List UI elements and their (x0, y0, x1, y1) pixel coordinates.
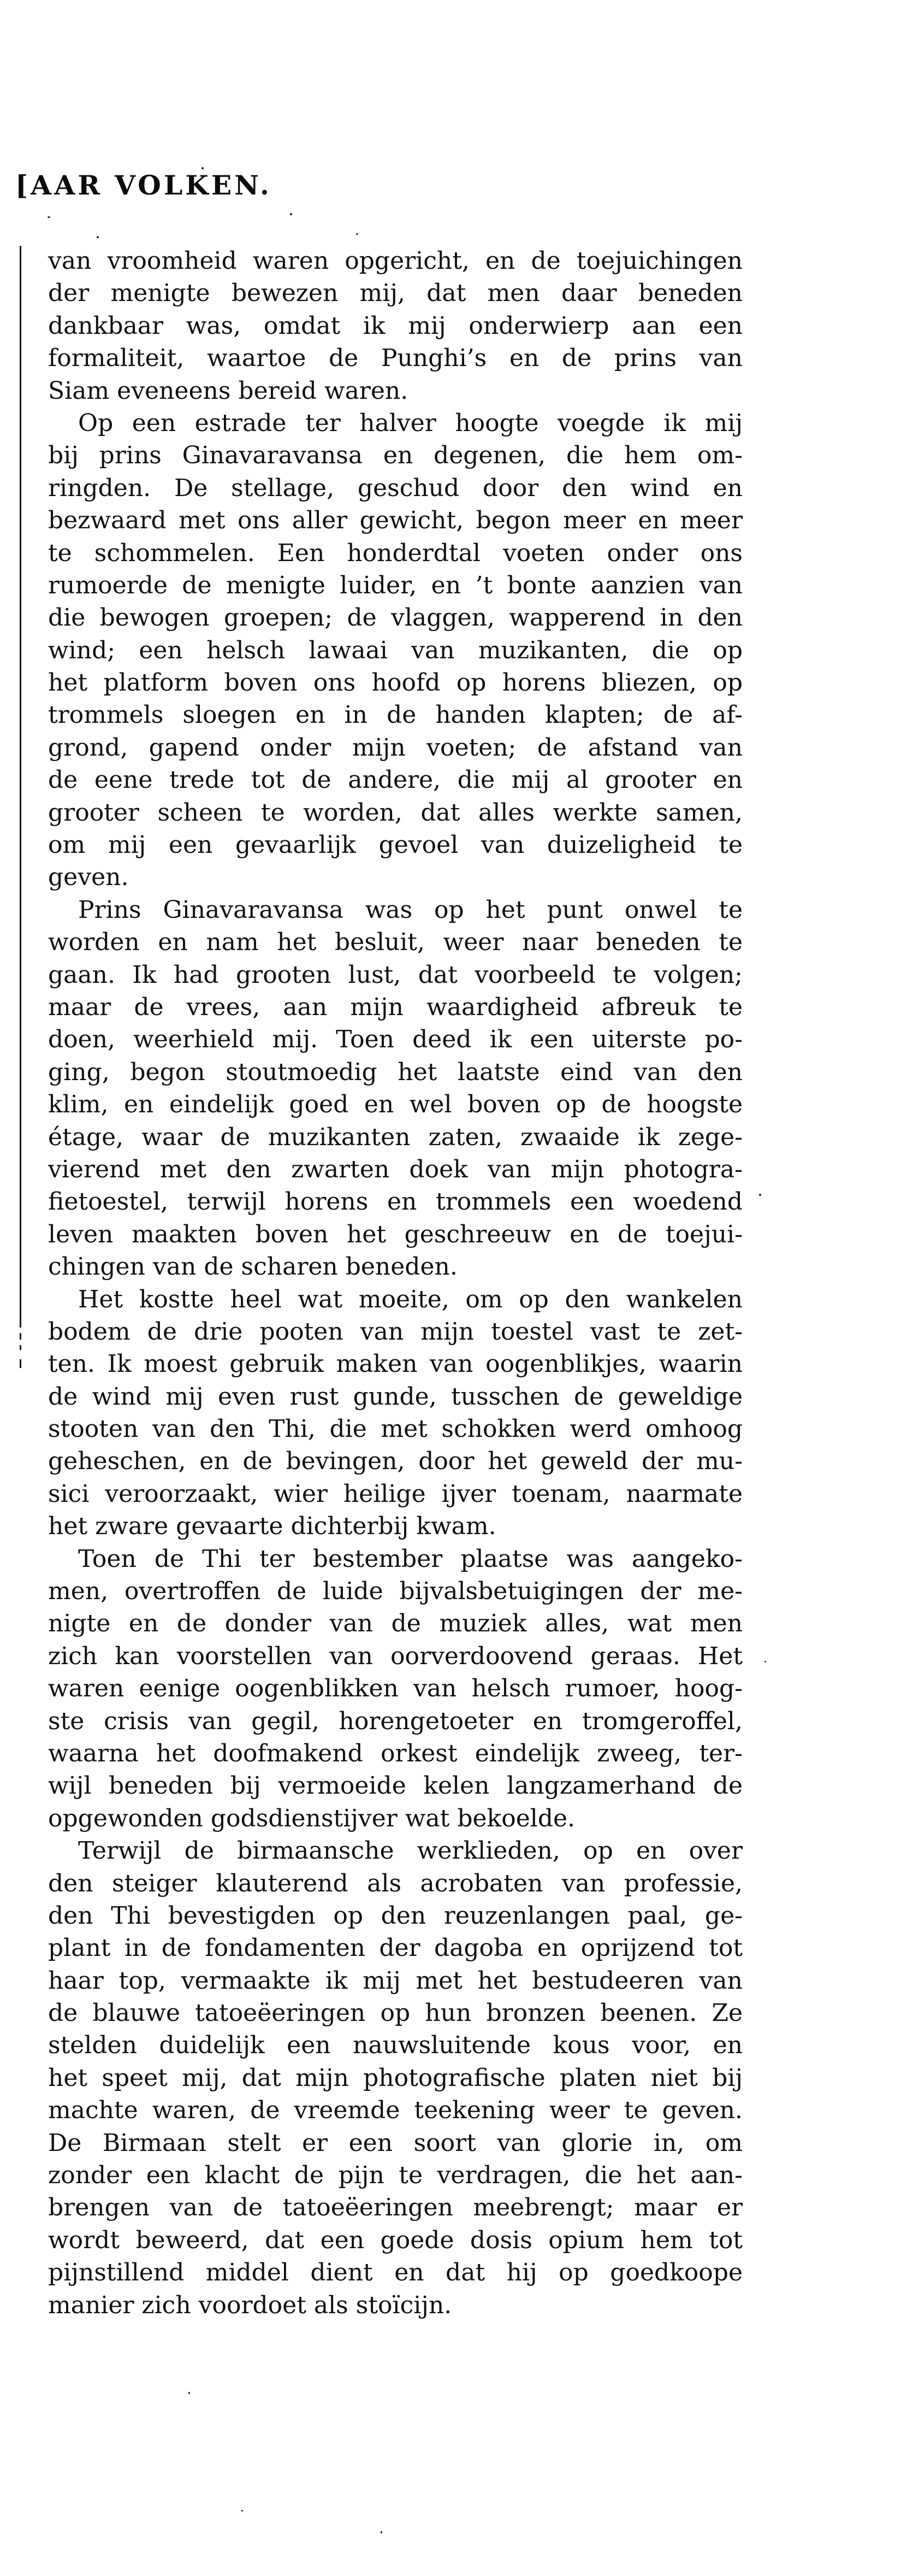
text-line: bij prins Ginavaravansa en degenen, die hem om- (48, 441, 743, 470)
text-line: vierend met den zwarten doek van mijn photogra- (48, 1155, 743, 1183)
text-line: manier zich voordoet als stoïcijn. (48, 2291, 452, 2319)
scan-speck (356, 233, 358, 235)
text-line: de blauwe tatoeëeringen op hun bronzen beenen. Ze (48, 1999, 743, 2027)
text-line: dankbaar was, omdat ik mij onderwierp aan een (48, 311, 743, 340)
left-margin-rule (20, 246, 21, 1328)
text-line: pijnstillend middel dient en dat hij op goedkoope (48, 2259, 743, 2287)
text-line: geven. (48, 863, 129, 892)
text-line: zich kan voorstellen van oorverdoovend geraas. Het (48, 1642, 743, 1670)
text-line: ging, begon stoutmoedig het laatste eind van den (48, 1058, 743, 1086)
text-line: Siam eveneens bereid waren. (48, 376, 408, 405)
text-line: het platform boven ons hoofd op horens bliezen, op (48, 669, 743, 697)
text-line: wind; een helsch lawaai van muzikanten, die op (48, 636, 743, 664)
text-line: Prins Ginavaravansa was op het punt onwel te (78, 895, 743, 924)
text-line: worden en nam het besluit, weer naar beneden te (48, 928, 743, 957)
text-line: die bewogen groepen; de vlaggen, wapperend in den (48, 604, 743, 632)
text-line: Toen de Thi ter bestember plaatse was aangeko- (78, 1545, 743, 1573)
text-line: ten. Ik moest gebruik maken van oogenblikjes, waarin (48, 1350, 743, 1378)
paragraph (48, 894, 743, 1283)
text-line: wordt beweerd, dat een goede dosis opium hem tot (48, 2226, 743, 2254)
text-line: nigte en de donder van de muziek alles, wat men (48, 1610, 743, 1638)
text-line: machte waren, de vreemde teekening weer te geven. (48, 2096, 743, 2125)
text-line: te schommelen. Een honderdtal voeten onder ons (48, 539, 743, 567)
text-line: opgewonden godsdienstijver wat bekoelde. (48, 1804, 576, 1832)
text-line: ste crisis van gegil, horengetoeter en tromgeroffel, (48, 1707, 743, 1735)
running-header: [AAR VOLKEN. (15, 169, 272, 201)
text-line: stooten van den Thi, die met schokken werd omhoog (48, 1415, 743, 1443)
text-line: Terwijl de birmaansche werklieden, op en over (78, 1837, 743, 1865)
left-margin-rule-dash (20, 1345, 21, 1350)
scan-speck (764, 1661, 766, 1663)
paragraph (48, 1283, 743, 1543)
text-line: leven maakten boven het geschreeuw en de toejui- (48, 1220, 743, 1248)
text-line: Het kostte heel wat moeite, om op den wankelen (78, 1285, 743, 1313)
text-block (48, 245, 743, 2321)
text-line: men, overtroffen de luide bijvalsbetuigingen der me- (48, 1577, 743, 1606)
text-line: fietoestel, terwijl horens en trommels een woedend (48, 1188, 743, 1216)
text-line: bodem de drie pooten van mijn toestel vast te zet- (48, 1317, 743, 1346)
text-line: waarna het doofmakend orkest eindelijk zweeg, ter- (48, 1739, 743, 1767)
scan-speck (201, 167, 204, 169)
text-line: den Thi bevestigden op den reuzenlangen paal, ge- (48, 1901, 743, 1930)
paragraph (48, 1835, 743, 2321)
text-line: om mij een gevaarlijk gevoel van duizeligheid te (48, 831, 743, 859)
text-line: den steiger klauterend als acrobaten van professie, (48, 1869, 743, 1897)
text-line: De Birmaan stelt er een soort van glorie in, om (48, 2129, 743, 2157)
scan-speck (188, 2392, 190, 2394)
text-line: grond, gapend onder mijn voeten; de afstand van (48, 733, 743, 762)
text-line: van vroomheid waren opgericht, en de toejuichingen (48, 247, 743, 275)
scan-speck (290, 213, 292, 215)
text-line: rumoerde de menigte luider, en ’t bonte aanzien van (48, 571, 743, 599)
text-line: grooter scheen te worden, dat alles werkte samen, (48, 798, 743, 827)
text-line: plant in de fondamenten der dagoba en oprijzend tot (48, 1934, 743, 1962)
text-line: klim, en eindelijk goed en wel boven op de hoogste (48, 1090, 743, 1119)
text-line: bezwaard met ons aller gewicht, begon meer en meer (48, 506, 743, 535)
text-line: wijl beneden bij vermoeide kelen langzamerhand de (48, 1772, 743, 1800)
text-line: gaan. Ik had grooten lust, dat voorbeeld te volgen; (48, 960, 743, 989)
scan-speck (48, 216, 50, 218)
text-line: het speet mij, dat mijn photografische platen niet bij (48, 2064, 743, 2092)
paragraph (48, 1543, 743, 1835)
text-line: étage, waar de muzikanten zaten, zwaaide ik zege- (48, 1123, 743, 1151)
scan-speck (759, 1194, 761, 1196)
left-margin-rule-dash (20, 1359, 21, 1368)
scan-speck (97, 236, 99, 238)
text-line: zonder een klacht de pijn te verdragen, die het aan- (48, 2161, 743, 2190)
text-line: chingen van de scharen beneden. (48, 1253, 458, 1281)
text-line: het zware gevaarte dichterbij kwam. (48, 1512, 496, 1541)
text-line: waren eenige oogenblikken van helsch rumoer, hoog- (48, 1675, 743, 1703)
left-margin-rule-dash (20, 1333, 21, 1340)
text-line: sici veroorzaakt, wier heilige ijver toenam, naarmate (48, 1479, 743, 1508)
text-line: ringden. De stellage, geschud door den wind en (48, 474, 743, 502)
text-line: Op een estrade ter halver hoogte voegde ik mij (78, 409, 743, 437)
text-line: der menigte bewezen mij, dat men daar beneden (48, 279, 743, 308)
paragraph (48, 407, 743, 894)
text-line: doen, weerhield mij. Toen deed ik een uiterste po- (48, 1025, 743, 1054)
text-line: brengen van de tatoeëeringen meebrengt; maar er (48, 2194, 743, 2222)
text-line: haar top, vermaakte ik mij met het bestudeeren van (48, 1966, 743, 1995)
text-line: trommels sloegen en in de handen klapten; de af- (48, 701, 743, 729)
scan-speck (241, 2510, 243, 2512)
scan-speck (381, 2531, 382, 2533)
paragraph (48, 245, 743, 407)
text-line: de eene trede tot de andere, die mij al grooter en (48, 766, 743, 794)
text-line: stelden duidelijk een nauwsluitende kous voor, en (48, 2031, 743, 2060)
text-line: formaliteit, waartoe de Punghi’s en de prins van (48, 344, 743, 373)
text-line: maar de vrees, aan mijn waardigheid afbreuk te (48, 993, 743, 1021)
text-line: de wind mij even rust gunde, tusschen de geweldige (48, 1382, 743, 1411)
text-line: geheschen, en de bevingen, door het geweld der mu- (48, 1447, 743, 1476)
